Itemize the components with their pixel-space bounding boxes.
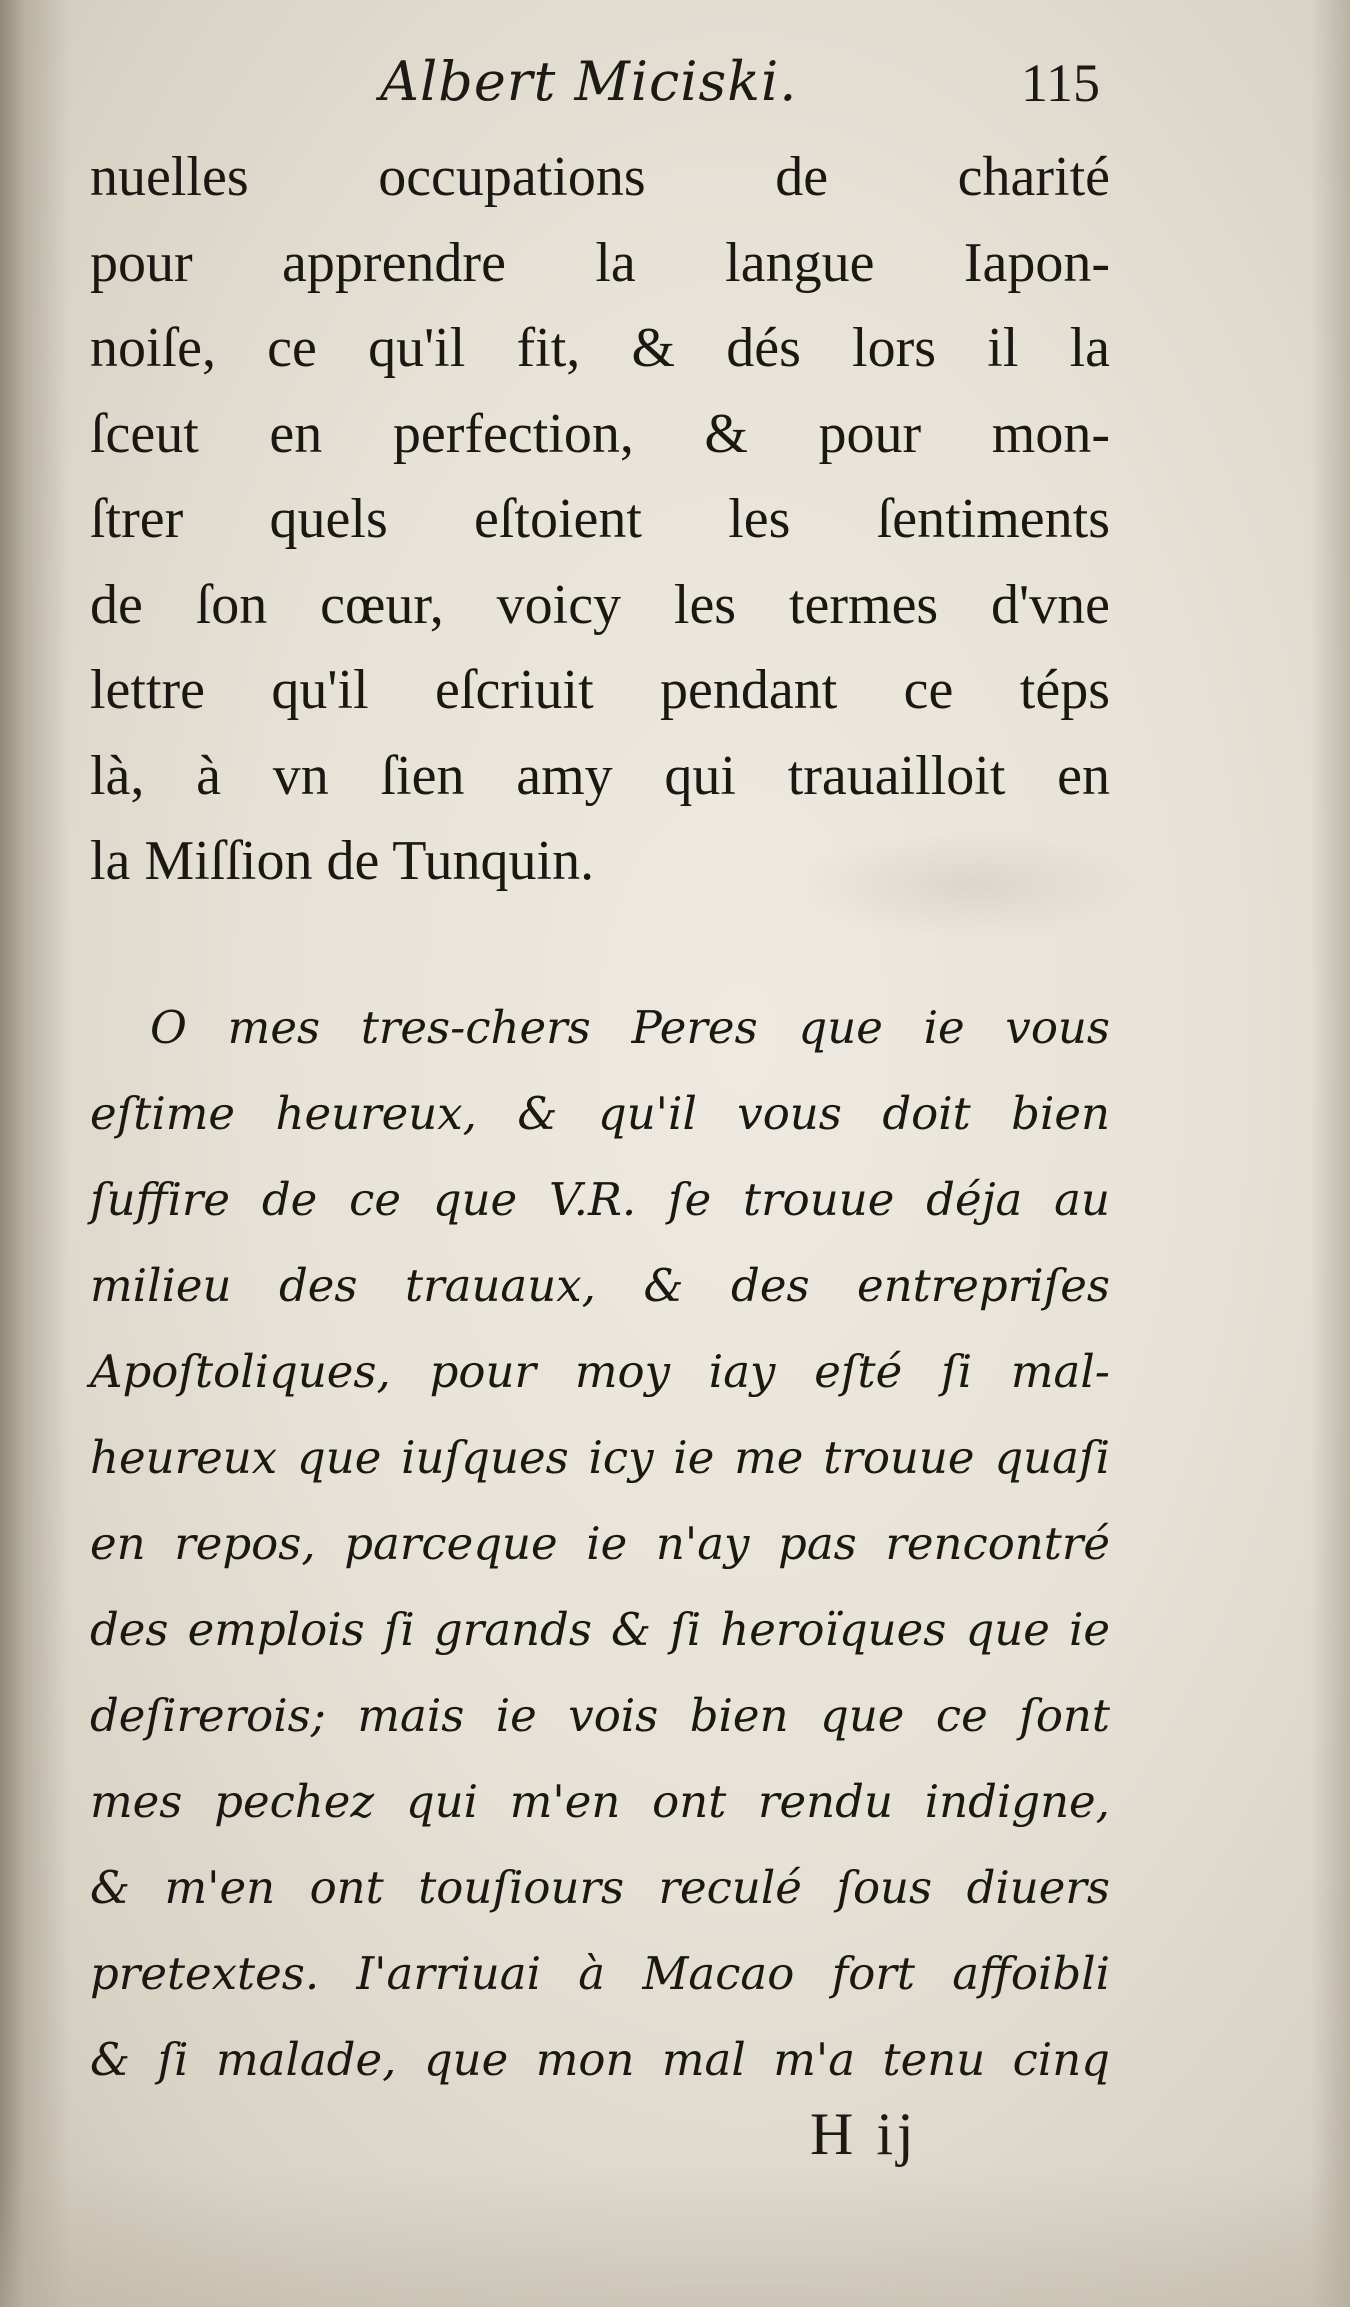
paper-bottom-tone <box>0 2167 1350 2307</box>
text-line: pretextes. I'arriuai à Macao fort affoibli <box>90 1947 1110 2000</box>
running-title: Albert Miciski. <box>380 50 798 113</box>
text-line: Apoſtoliques, pour moy iay eſté ſi mal- <box>90 1345 1110 1398</box>
signature-mark: H ij <box>810 2101 918 2167</box>
text-line: lettre qu'il eſcriuit pendant ce téps <box>90 659 1110 721</box>
page-number: 115 <box>1021 53 1100 113</box>
text-line: ſtrer quels eſtoient les ſentiments <box>90 488 1110 550</box>
text-line: noiſe, ce qu'il fit, & dés lors il la <box>90 317 1110 379</box>
text-line: milieu des trauaux, & des entrepriſes <box>90 1259 1110 1312</box>
text-line: pour apprendre la langue Iapon- <box>90 231 1110 294</box>
text-line: en repos, parceque ie n'ay pas rencontré <box>90 1517 1110 1570</box>
text-line: ſceut en perfection, & pour mon- <box>90 402 1110 465</box>
running-header <box>380 50 1100 120</box>
roman-paragraph <box>90 135 1110 905</box>
text-line: eſtime heureux, & qu'il vous doit bien <box>90 1087 1110 1140</box>
text-line: heureux que iuſques icy ie me trouue quaſi <box>90 1431 1110 1484</box>
page-edge-shade <box>1310 0 1350 2307</box>
text-line: mes pechez qui m'en ont rendu indigne, <box>90 1775 1110 1828</box>
text-line: deſirerois; mais ie vois bien que ce ſont <box>90 1689 1110 1742</box>
text-line: O mes tres-chers Peres que ie vous <box>150 1001 1110 1054</box>
text-line: de ſon cœur, voicy les termes d'vne <box>90 573 1110 636</box>
text-line: nuelles occupations de charité <box>90 146 1110 208</box>
gutter-shadow <box>0 0 70 2307</box>
text-line: ſuffire de ce que V.R. ſe trouue déja au <box>90 1173 1110 1226</box>
text-line: là, à vn ſien amy qui trauailloit en <box>90 744 1110 807</box>
italic-letter-paragraph <box>90 985 1110 2103</box>
text-line: la Miſſion de Tunquin. <box>90 830 595 892</box>
text-line: des emplois ſi grands & ſi heroïques que ie <box>90 1603 1110 1656</box>
text-line: & m'en ont touſiours reculé ſous diuers <box>90 1861 1110 1914</box>
text-line: & ſi malade, que mon mal m'a tenu cinq <box>90 2033 1110 2086</box>
